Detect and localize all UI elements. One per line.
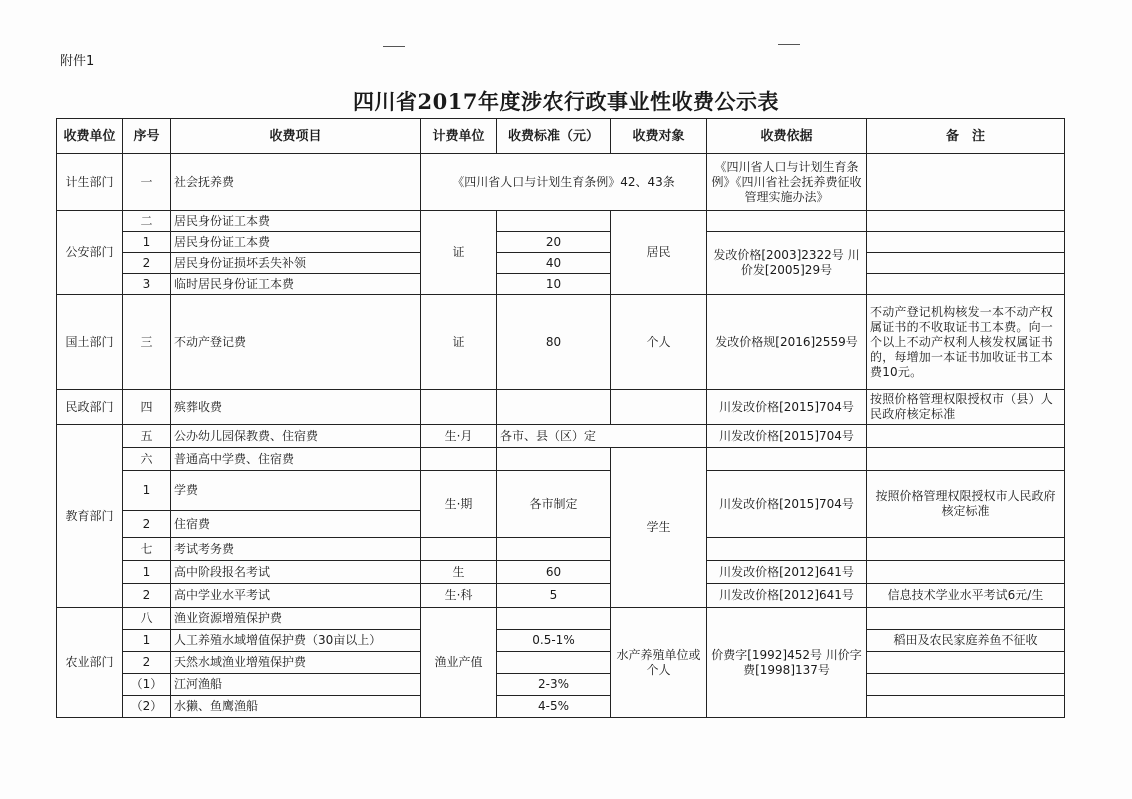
table-row: [57, 696, 1065, 718]
note-cell: [867, 253, 1065, 274]
basis-cell: [707, 211, 867, 232]
item-cell: 居民身份证工本费: [171, 211, 421, 232]
scan-speck: [778, 44, 800, 45]
page-title: 四川省2017年度涉农行政事业性收费公示表: [353, 89, 779, 114]
standard-cell: [497, 538, 611, 561]
item-cell: 高中阶段报名考试: [171, 561, 421, 584]
standard-cell: 《四川省人口与计划生育条例》42、43条: [421, 154, 707, 211]
item-cell: 渔业资源增殖保护费: [171, 608, 421, 630]
unit-cell: 国土部门: [57, 295, 123, 390]
unit-cell: 农业部门: [57, 608, 123, 718]
standard-cell: [497, 652, 611, 674]
basis-cell: [707, 538, 867, 561]
seq-cell: 一: [123, 154, 171, 211]
billing-cell: 证: [421, 211, 497, 295]
header-basis: 收费依据: [707, 119, 867, 154]
basis-cell: 价费字[1992]452号 川价字费[1998]137号: [707, 608, 867, 718]
table-row: [57, 538, 1065, 561]
target-cell: [611, 390, 707, 425]
billing-cell: [421, 448, 497, 471]
table-row: [57, 652, 1065, 674]
item-cell: 高中学业水平考试: [171, 584, 421, 608]
standard-cell: 5: [497, 584, 611, 608]
header-item: 收费项目: [171, 119, 421, 154]
seq-cell: 1: [123, 471, 171, 511]
standard-cell: [497, 211, 611, 232]
billing-cell: 证: [421, 295, 497, 390]
table-row: [57, 253, 1065, 274]
note-cell: [867, 232, 1065, 253]
note-cell: 稻田及农民家庭养鱼不征收: [867, 630, 1065, 652]
standard-cell: 40: [497, 253, 611, 274]
seq-cell: 2: [123, 253, 171, 274]
note-cell: [867, 652, 1065, 674]
seq-cell: 八: [123, 608, 171, 630]
item-cell: 殡葬收费: [171, 390, 421, 425]
basis-cell: 川发改价格[2012]641号: [707, 584, 867, 608]
basis-cell: 川发改价格[2015]704号: [707, 471, 867, 538]
table-row: [57, 630, 1065, 652]
standard-cell: [497, 448, 611, 471]
item-cell: 不动产登记费: [171, 295, 421, 390]
note-cell: [867, 608, 1065, 630]
seq-cell: 二: [123, 211, 171, 232]
note-cell: [867, 425, 1065, 448]
table-row: [57, 561, 1065, 584]
basis-cell: [707, 448, 867, 471]
header-seq: 序号: [123, 119, 171, 154]
attachment-label: 附件1: [60, 54, 95, 69]
table-row: [57, 425, 1065, 448]
header-target: 收费对象: [611, 119, 707, 154]
standard-cell: [497, 390, 611, 425]
unit-cell: 民政部门: [57, 390, 123, 425]
seq-cell: （1）: [123, 674, 171, 696]
header-unit: 收费单位: [57, 119, 123, 154]
table-row: [57, 274, 1065, 295]
basis-cell: 川发改价格[2015]704号: [707, 390, 867, 425]
seq-cell: 四: [123, 390, 171, 425]
table-row: [57, 295, 1065, 390]
item-cell: 临时居民身份证工本费: [171, 274, 421, 295]
target-cell: 学生: [611, 448, 707, 608]
basis-cell: 《四川省人口与计划生育条例》《四川省社会抚养费征收管理实施办法》: [707, 154, 867, 211]
table-row: [57, 232, 1065, 253]
standard-cell: 各市制定: [497, 471, 611, 538]
fee-table: [56, 118, 1065, 718]
seq-cell: 2: [123, 652, 171, 674]
billing-cell: 生·月: [421, 425, 497, 448]
table-row: [57, 584, 1065, 608]
table-row: [57, 471, 1065, 511]
header-standard: 收费标准（元）: [497, 119, 611, 154]
note-cell: [867, 448, 1065, 471]
standard-cell: 60: [497, 561, 611, 584]
standard-cell: 各市、县（区）定: [497, 425, 707, 448]
standard-cell: 2-3%: [497, 674, 611, 696]
header-billing: 计费单位: [421, 119, 497, 154]
seq-cell: 七: [123, 538, 171, 561]
item-cell: 公办幼儿园保教费、住宿费: [171, 425, 421, 448]
note-cell: [867, 561, 1065, 584]
item-cell: 学费: [171, 471, 421, 511]
target-cell: 个人: [611, 295, 707, 390]
note-cell: [867, 274, 1065, 295]
basis-cell: 川发改价格[2012]641号: [707, 561, 867, 584]
unit-cell: 教育部门: [57, 425, 123, 608]
item-cell: 水獭、鱼鹰渔船: [171, 696, 421, 718]
billing-cell: 渔业产值: [421, 608, 497, 718]
table-row: [57, 608, 1065, 630]
seq-cell: 3: [123, 274, 171, 295]
seq-cell: 1: [123, 232, 171, 253]
note-cell: [867, 674, 1065, 696]
seq-cell: 六: [123, 448, 171, 471]
seq-cell: 2: [123, 584, 171, 608]
item-cell: 住宿费: [171, 511, 421, 538]
basis-cell: 发改价格[2003]2322号 川价发[2005]29号: [707, 232, 867, 295]
scan-speck: [383, 46, 405, 47]
item-cell: 社会抚养费: [171, 154, 421, 211]
item-cell: 考试考务费: [171, 538, 421, 561]
note-cell: [867, 154, 1065, 211]
basis-cell: 发改价格规[2016]2559号: [707, 295, 867, 390]
basis-cell: 川发改价格[2015]704号: [707, 425, 867, 448]
item-cell: 人工养殖水域增值保护费（30亩以上）: [171, 630, 421, 652]
billing-cell: [421, 538, 497, 561]
seq-cell: 2: [123, 511, 171, 538]
note-cell: 按照价格管理权限授权市人民政府核定标准: [867, 471, 1065, 538]
standard-cell: 80: [497, 295, 611, 390]
table-row: [57, 674, 1065, 696]
seq-cell: 1: [123, 630, 171, 652]
unit-cell: 计生部门: [57, 154, 123, 211]
seq-cell: 1: [123, 561, 171, 584]
standard-cell: [497, 608, 611, 630]
billing-cell: 生: [421, 561, 497, 584]
unit-cell: 公安部门: [57, 211, 123, 295]
table-row: [57, 390, 1065, 425]
standard-cell: 10: [497, 274, 611, 295]
note-cell: 信息技术学业水平考试6元/生: [867, 584, 1065, 608]
billing-cell: [421, 390, 497, 425]
item-cell: 天然水域渔业增殖保护费: [171, 652, 421, 674]
table-row: [57, 154, 1065, 211]
seq-cell: （2）: [123, 696, 171, 718]
table-row: [57, 448, 1065, 471]
standard-cell: 4-5%: [497, 696, 611, 718]
standard-cell: 0.5-1%: [497, 630, 611, 652]
item-cell: 居民身份证工本费: [171, 232, 421, 253]
table-row: [57, 211, 1065, 232]
note-cell: [867, 538, 1065, 561]
standard-cell: 20: [497, 232, 611, 253]
seq-cell: 五: [123, 425, 171, 448]
item-cell: 普通高中学费、住宿费: [171, 448, 421, 471]
header-note: 备 注: [867, 119, 1065, 154]
header-row: [57, 119, 1065, 154]
target-cell: 居民: [611, 211, 707, 295]
item-cell: 居民身份证损坏丢失补领: [171, 253, 421, 274]
note-cell: [867, 211, 1065, 232]
item-cell: 江河渔船: [171, 674, 421, 696]
billing-cell: 生·科: [421, 584, 497, 608]
note-cell: [867, 696, 1065, 718]
note-cell: 按照价格管理权限授权市（县）人民政府核定标准: [867, 390, 1065, 425]
seq-cell: 三: [123, 295, 171, 390]
target-cell: 水产养殖单位或个人: [611, 608, 707, 718]
note-cell: 不动产登记机构核发一本不动产权属证书的不收取证书工本费。向一个以上不动产权利人核发权属证书的，每增加一本证书加收证书工本费10元。: [867, 295, 1065, 390]
billing-cell: 生·期: [421, 471, 497, 538]
